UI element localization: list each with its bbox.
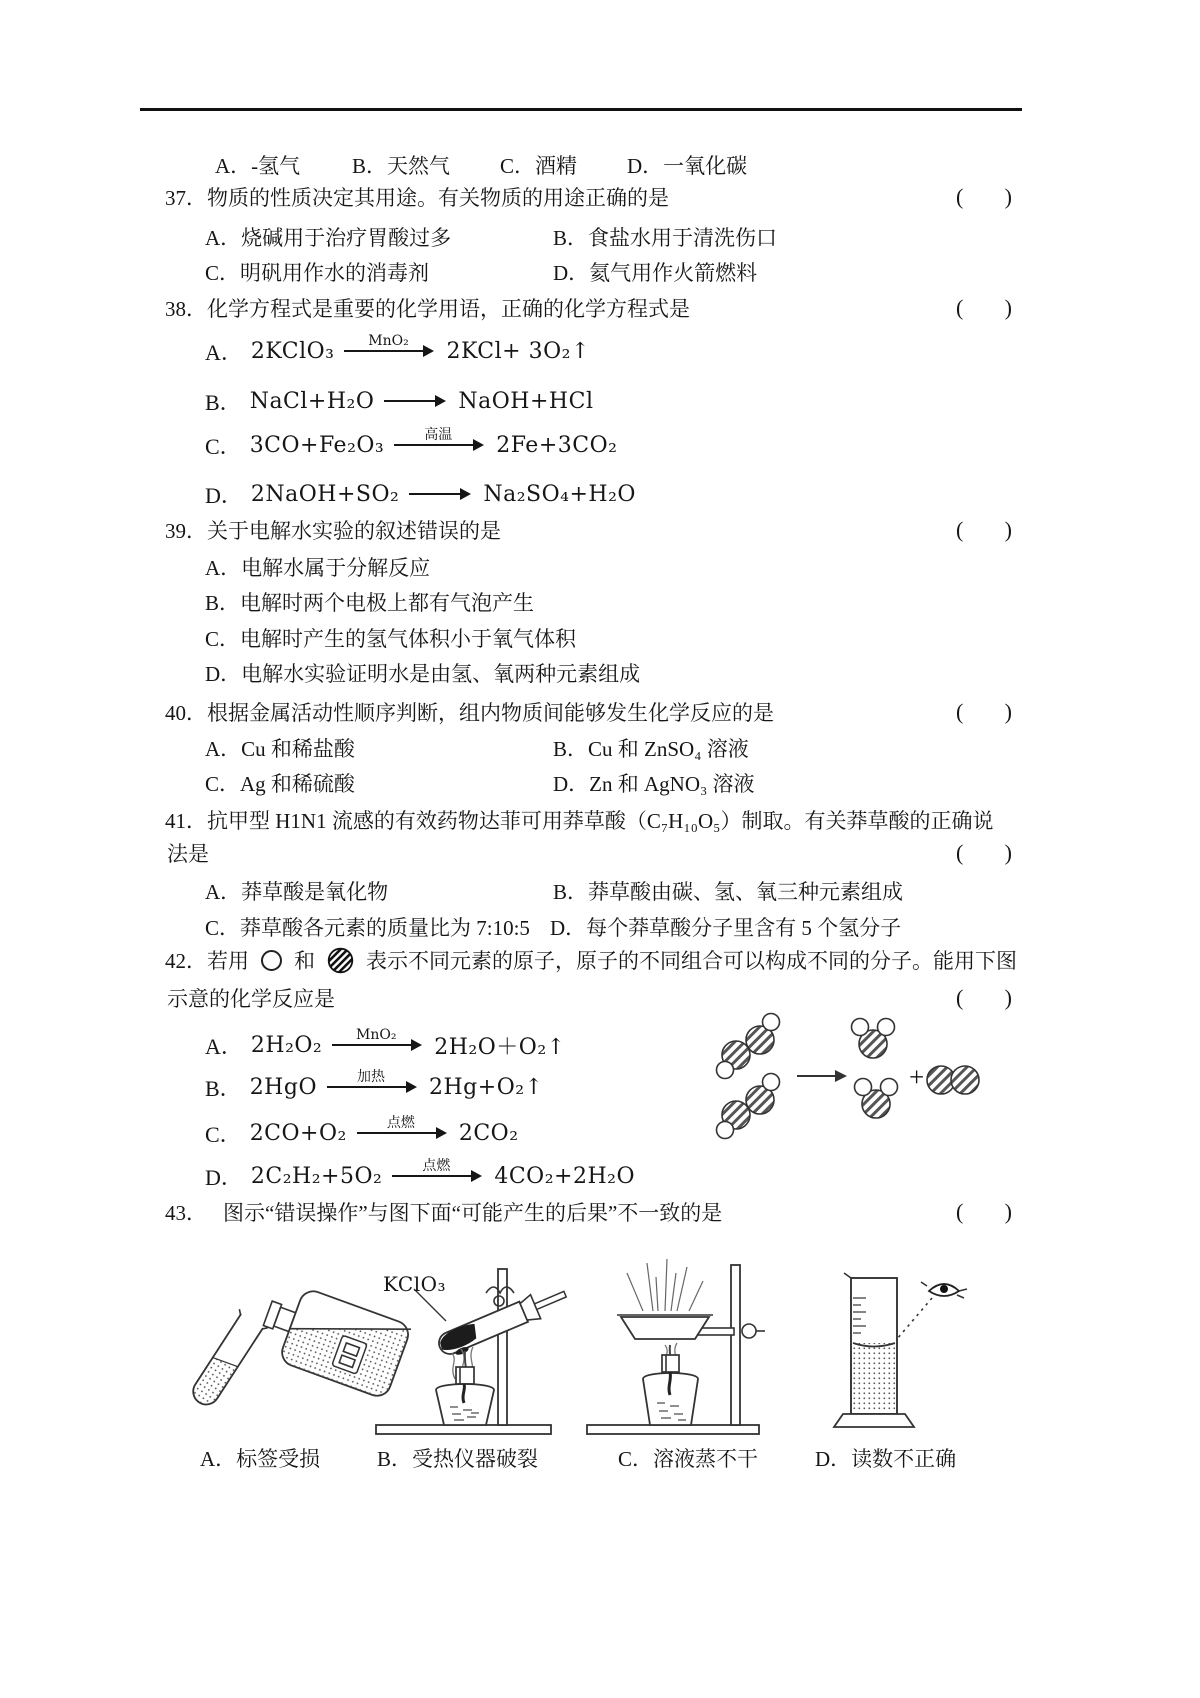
- reaction-arrow: [409, 493, 469, 495]
- kclo3-label: KClO₃: [383, 1272, 447, 1296]
- q37-option-b: B．食盐水用于清洗伤口: [553, 226, 778, 250]
- delivery-tube: [534, 1291, 566, 1309]
- figure-d-graduated-cylinder: [793, 1272, 988, 1444]
- answer-bracket: ( ): [956, 699, 1012, 724]
- q39-option-b: B．电解时两个电极上都有气泡产生: [205, 591, 535, 615]
- question-41-stem: [165, 804, 993, 836]
- question-text: 抗甲型 H1N1 流感的有效药物达菲可用莽草酸（C₇H₁₀O₅）制取。有关莽草酸的正确说: [207, 809, 994, 833]
- q41-option-d: D．每个莽草酸分子里含有 5 个氢分子: [550, 916, 902, 940]
- q38-option-d: D． 2NaOH+SO₂ Na₂SO₄+H₂O: [205, 481, 636, 508]
- stand-rod: [731, 1265, 740, 1425]
- question-text: 根据金属活动性顺序判断，组内物质间能够发生化学反应的是: [207, 701, 774, 725]
- reaction-arrow: MnO₂: [332, 1044, 420, 1046]
- molecule-reaction-diagram: [713, 1012, 981, 1144]
- question-number: 43．: [165, 1201, 207, 1225]
- q41-option-b: B．莽草酸由碳、氢、氧三种元素组成: [553, 880, 904, 904]
- figure-a-pouring-bottle: [152, 1283, 392, 1448]
- cylinder-spout: [844, 1273, 851, 1278]
- q36-option-b: B．天然气: [352, 154, 451, 178]
- question-number: 38．: [165, 297, 207, 321]
- reaction-arrow: 高温: [394, 444, 482, 446]
- plus-sign: +: [909, 1062, 925, 1092]
- question-38-stem: [165, 292, 690, 324]
- cylinder-base: [834, 1414, 914, 1427]
- answer-bracket: ( ): [956, 840, 1012, 865]
- question-42-stem-wrap: 示意的化学反应是: [167, 987, 335, 1011]
- stand-base: [376, 1425, 551, 1434]
- product-o2-molecule: [927, 1066, 979, 1094]
- reaction-arrow: [384, 400, 444, 402]
- q38-option-b: B． NaCl+H₂O NaOH+HCl: [205, 388, 594, 415]
- question-number: 42．: [165, 949, 207, 973]
- wick: [463, 1384, 464, 1403]
- q42-option-a: A． 2H₂O₂ MnO₂ 2H₂O＋O₂↑: [205, 1027, 566, 1060]
- figure-a-caption: A．标签受损: [200, 1447, 321, 1471]
- product-water-molecule-1: [852, 1019, 895, 1059]
- answer-bracket: ( ): [956, 1199, 1012, 1224]
- q42-option-b: B． 2HgO 加热 2Hg+O₂↑: [205, 1069, 544, 1101]
- q40-option-a: A．Cu 和稀盐酸: [205, 737, 355, 761]
- question-number: 40．: [165, 701, 207, 725]
- alcohol-lamp: [643, 1355, 698, 1425]
- question-42-stem: 42． 若用 和 表示不同元素的原子，原子的不同组合可以构成不同的分子。能用下图: [165, 944, 1017, 976]
- reaction-arrow: 加热: [327, 1086, 415, 1088]
- top-rule: [140, 108, 1022, 111]
- question-41-stem-wrap: 法是: [167, 842, 209, 866]
- sight-line: [897, 1298, 932, 1339]
- q41-option-a: A．莽草酸是氧化物: [205, 880, 389, 904]
- q42-option-d: D． 2C₂H₂+5O₂ 点燃 4CO₂+2H₂O: [205, 1158, 636, 1190]
- question-40-stem: [165, 696, 774, 728]
- answer-bracket: ( ): [956, 517, 1012, 542]
- eye-icon: [921, 1282, 967, 1298]
- figure-b-caption: B．受热仪器破裂: [377, 1447, 539, 1471]
- q40-option-d: D．Zn 和 AgNO₃ 溶液: [553, 772, 755, 796]
- question-number: 39．: [165, 519, 207, 543]
- test-tube: [185, 1309, 268, 1411]
- q39-option-c: C．电解时产生的氢气体积小于氧气体积: [205, 627, 577, 651]
- reaction-arrow: 点燃: [392, 1175, 480, 1177]
- q37-option-d: D．氦气用作火箭燃料: [553, 261, 758, 285]
- question-text: 化学方程式是重要的化学用语，正确的化学方程式是: [207, 297, 690, 321]
- question-number: 37．: [165, 186, 207, 210]
- q42-option-c: C． 2CO+O₂ 点燃 2CO₂: [205, 1115, 519, 1147]
- figure-c-caption: C．溶液蒸不干: [618, 1447, 759, 1471]
- alcohol-lamp: [436, 1367, 494, 1425]
- figure-c-evaporating-dish-stand: [583, 1255, 788, 1443]
- q36-option-d: D．一氧化碳: [627, 154, 748, 178]
- answer-bracket: ( ): [956, 295, 1012, 320]
- reactant-molecule-1: [717, 1014, 780, 1079]
- answer-bracket: ( ): [956, 985, 1012, 1010]
- product-water-molecule-2: [855, 1079, 898, 1119]
- question-39-stem: [165, 514, 501, 546]
- answer-bracket: ( ): [956, 184, 1012, 209]
- stand-base: [587, 1425, 759, 1434]
- q40-option-c: C．Ag 和稀硫酸: [205, 772, 355, 796]
- question-37-stem: [165, 181, 669, 213]
- q39-option-a: A．电解水属于分解反应: [205, 556, 431, 580]
- q39-option-d: D．电解水实验证明水是由氢、氧两种元素组成: [205, 662, 641, 686]
- question-text: 关于电解水实验的叙述错误的是: [207, 519, 501, 543]
- q40-option-b: B．Cu 和 ZnSO₄ 溶液: [553, 737, 749, 761]
- reaction-arrow: MnO₂: [344, 350, 432, 352]
- hatched-atom-icon: [327, 947, 354, 974]
- q36-option-c: C．酒精: [500, 154, 578, 178]
- clamp-knob: [742, 1324, 756, 1338]
- liquid: [853, 1343, 895, 1412]
- question-text: 图示“错误操作”与图下面“可能产生的后果”不一致的是: [223, 1201, 723, 1225]
- figure-d-caption: D．读数不正确: [815, 1447, 957, 1471]
- q36-option-a: A．-氢气: [215, 154, 301, 178]
- question-number: 41．: [165, 809, 207, 833]
- q41-option-c: C．莽草酸各元素的质量比为 7:10:5: [205, 916, 530, 940]
- q38-option-a: A． 2KClO₃ MnO₂ 2KCl+ 3O₂↑: [205, 333, 590, 365]
- question-43-stem: [165, 1196, 722, 1228]
- question-text: 物质的性质决定其用途。有关物质的用途正确的是: [207, 186, 669, 210]
- q37-option-a: A．烧碱用于治疗胃酸过多: [205, 226, 452, 250]
- q37-option-c: C．明矾用作水的消毒剂: [205, 261, 430, 285]
- reactant-molecule-2: [717, 1074, 780, 1139]
- spatter-lines: [627, 1259, 703, 1311]
- white-atom-icon: [261, 950, 282, 971]
- reaction-arrow: 点燃: [357, 1132, 445, 1134]
- wick: [669, 1372, 670, 1395]
- q38-option-c: C． 3CO+Fe₂O₃ 高温 2Fe+3CO₂: [205, 427, 618, 459]
